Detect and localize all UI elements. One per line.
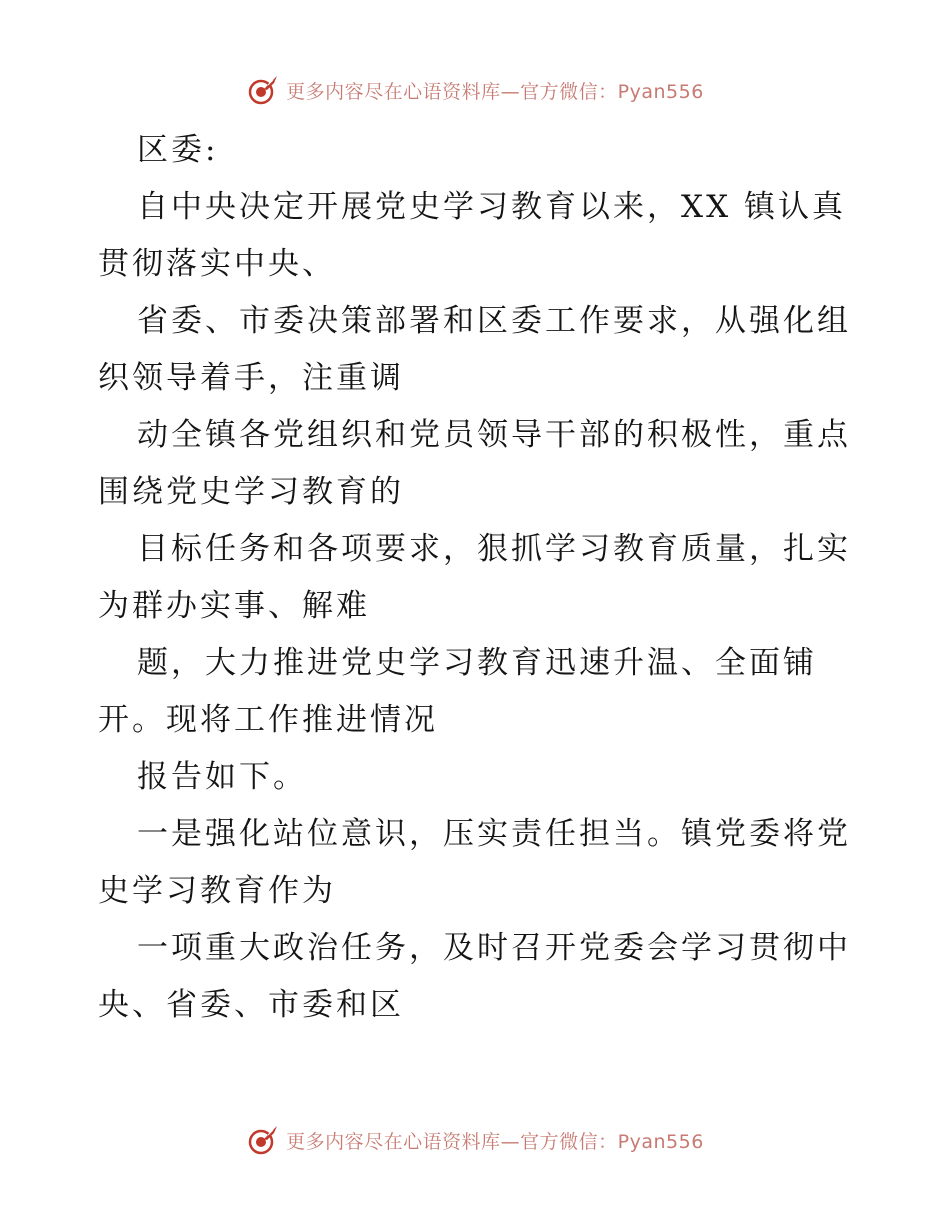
text-line: 自中央决定开展党史学习教育以来，XX 镇认真 bbox=[137, 189, 846, 225]
text-line: 省委、市委决策部署和区委工作要求，从强化组 bbox=[137, 303, 851, 339]
watermark-text: 更多内容尽在心语资料库—官方微信：Pyan556 bbox=[286, 1130, 704, 1153]
text-line: 为群办实事、解难 bbox=[98, 588, 370, 624]
footer-watermark bbox=[0, 1120, 950, 1160]
header-watermark bbox=[0, 70, 950, 110]
text-line: 央、省委、市委和区 bbox=[98, 987, 404, 1023]
text-line: 史学习教育作为 bbox=[98, 873, 336, 909]
text-line: 围绕党史学习教育的 bbox=[98, 474, 404, 510]
watermark-text: 更多内容尽在心语资料库—官方微信：Pyan556 bbox=[286, 80, 704, 103]
quill-seal-icon bbox=[246, 73, 280, 107]
text-line: 织领导着手，注重调 bbox=[98, 360, 404, 396]
document-body bbox=[98, 122, 858, 1034]
text-line: 贯彻落实中央、 bbox=[98, 246, 336, 282]
text-line: 报告如下。 bbox=[137, 759, 307, 795]
text-line: 开。现将工作推进情况 bbox=[98, 702, 438, 738]
text-line: 区委: bbox=[137, 132, 219, 168]
text-line: 目标任务和各项要求，狠抓学习教育质量，扎实 bbox=[137, 531, 851, 567]
text-line: 动全镇各党组织和党员领导干部的积极性，重点 bbox=[137, 417, 851, 453]
text-line: 一是强化站位意识，压实责任担当。镇党委将党 bbox=[137, 816, 851, 852]
text-line: 题，大力推进党史学习教育迅速升温、全面铺 bbox=[137, 645, 817, 681]
quill-seal-icon bbox=[246, 1123, 280, 1157]
text-line: 一项重大政治任务，及时召开党委会学习贯彻中 bbox=[137, 930, 851, 966]
